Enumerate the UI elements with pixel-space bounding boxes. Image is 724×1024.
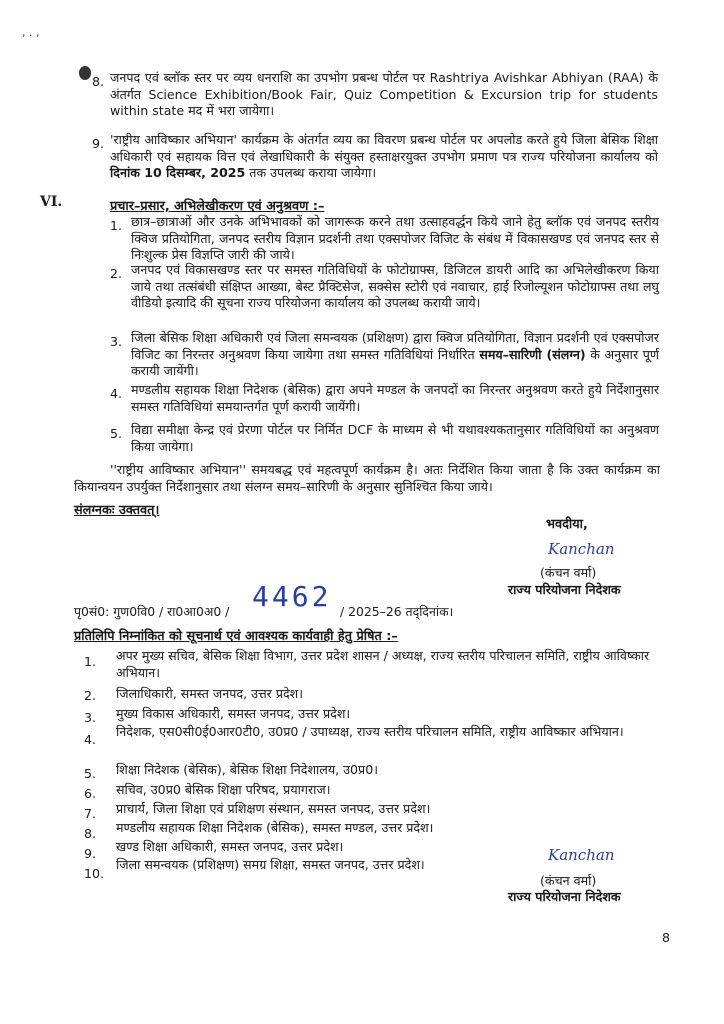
copy-heading: प्रतिलिपि निम्नांकित को सूचनार्थ एवं आवश्यक कार्यवाही हेतु प्रेषित :– bbox=[74, 629, 398, 644]
section-roman-numeral: VI. bbox=[40, 194, 63, 210]
vi-item-text: जनपद एवं विकासखण्ड स्तर पर समस्त गतिविधियों के फोटोग्राफ्स, डिजिटल डायरी आदि का अभिलेखीकरण किया जाये तथा तत्संबंधी संक्षिप्त आख्या, बेस्ट प्रैक्टिसेज, सक्सेस स्टोरी एवं नवाचार, हाई रिजोल्यूशन फोटोग्राफ्स तथा लघु वीडियो इत्यादि की सूचना राज्य परियोजना कार्यालय को उपलब्ध करायी जाये। bbox=[131, 262, 659, 311]
list-item-number: 8. bbox=[84, 826, 97, 841]
list-item-number: 4. bbox=[84, 732, 97, 747]
signature: Kanchan bbox=[548, 540, 615, 558]
hole-punch-mark bbox=[79, 66, 91, 80]
list-item: शिक्षा निदेशक (बेसिक), बेसिक शिक्षा निदेशालय, उ0प्र0। bbox=[116, 762, 379, 777]
list-item: जिला समन्वयक (प्रशिक्षण) समग्र शिक्षा, समस्त जनपद, उत्तर प्रदेश। bbox=[116, 857, 425, 872]
page-number: 8 bbox=[662, 930, 671, 945]
list-item-number: 10. bbox=[84, 866, 105, 881]
list-item: मुख्य विकास अधिकारी, समस्त जनपद, उत्तर प्रदेश। bbox=[116, 706, 351, 721]
item-9-text: 'राष्ट्रीय आविष्कार अभियान' कार्यक्रम के अंतर्गत व्यय का विवरण प्रबन्ध पोर्टल पर अपलोड करते हुये जिला बेसिक शिक्षा अधिकारी एवं सहायक वित्त एवं लेखाधिकारी के संयुक्त हस्ताक्षरयुक्त उपभोग प्रमाण पत्र राज्य परियोजना कार्यालय को दिनांक 10 दिसम्बर, 2025 तक उपलब्ध कराया जायेगा। bbox=[110, 132, 658, 181]
list-item: मण्डलीय सहायक शिक्षा निदेशक (बेसिक), समस्त मण्डल, उत्तर प्रदेश। bbox=[116, 820, 434, 835]
item-8-number: 8. bbox=[92, 74, 105, 89]
deadline-date: दिनांक 10 दिसम्बर, 2025 bbox=[110, 165, 246, 181]
vi-item-number: 1. bbox=[110, 218, 123, 233]
list-item-number: 5. bbox=[84, 766, 97, 781]
list-item-number: 7. bbox=[84, 806, 97, 821]
list-item-number: 9. bbox=[84, 846, 97, 861]
list-item: जिलाधिकारी, समस्त जनपद, उत्तर प्रदेश। bbox=[116, 686, 304, 701]
handwritten-letter-number: 4462 bbox=[252, 580, 332, 613]
signatory-designation: राज्य परियोजना निदेशक bbox=[508, 889, 621, 904]
signature: Kanchan bbox=[548, 846, 615, 864]
vi-item-number: 5. bbox=[110, 426, 123, 441]
vi-item-text: विद्या समीक्षा केन्द्र एवं प्रेरणा पोर्टल पर निर्मित DCF के माध्यम से भी यथावश्यकतानुसार गतिविधियों का अनुश्रवण किया जायेगा। bbox=[131, 422, 659, 454]
list-item-number: 6. bbox=[84, 786, 97, 801]
list-item-number: 1. bbox=[84, 654, 97, 669]
vi-item-number: 3. bbox=[110, 334, 123, 349]
vi-item-text: मण्डलीय सहायक शिक्षा निदेशक (बेसिक) द्वारा अपने मण्डल के जनपदों का निरन्तर अनुश्रवण करते हुये निर्देशानुसार समस्त गतिविधियां समयान्तर्गत पूर्ण करायी जायेंगी। bbox=[131, 382, 659, 414]
reference-suffix: / 2025–26 तद्‌दिनांक। bbox=[340, 604, 454, 619]
signatory-designation: राज्य परियोजना निदेशक bbox=[508, 582, 621, 597]
list-item: निदेशक, एस0सी0ई0आर0टी0, उ0प्र0 / उपाध्यक्ष, राज्य स्तरीय परिचालन समिति, राष्ट्रीय आविष्कार अभियान। bbox=[116, 724, 624, 739]
list-item: सचिव, उ0प्र0 बेसिक शिक्षा परिषद, प्रयागराज। bbox=[116, 782, 331, 797]
list-item: खण्ड शिक्षा अधिकारी, समस्त जनपद, उत्तर प्रदेश। bbox=[116, 839, 344, 854]
vi-item-text: जिला बेसिक शिक्षा अधिकारी एवं जिला समन्वयक (प्रशिक्षण) द्वारा क्विज प्रतियोगिता, विज्ञान प्रदर्शनी एवं एक्सपोजर विजिट का निरन्तर अनुश्रवण किया जायेगा तथा समस्त गतिविधियां निर्धारित समय–सारिणी (संलग्न) के अनुसार पूर्ण करायी जायेंगी। bbox=[131, 330, 659, 379]
item-8-text: जनपद एवं ब्लॉक स्तर पर व्यय धनराशि का उपभोग प्रबन्ध पोर्टल पर Rashtriya Avishkar Abhiyan (RAA) के अंतर्गत Science Exhibition/Book Fair, Quiz Competition & Excursion trip for students within state मद में भरा जायेगा। bbox=[110, 70, 658, 119]
closing-salutation: भवदीया, bbox=[546, 517, 588, 532]
vi-item-number: 4. bbox=[110, 386, 123, 401]
corner-marks: , . , bbox=[22, 26, 40, 39]
enclosure-note: संलग्नकः उक्तवत्। bbox=[74, 503, 160, 518]
vi-item-number: 2. bbox=[110, 266, 123, 281]
vi-item-text: छात्र–छात्राओं और उनके अभिभावकों को जागरूक करने तथा उत्साहवर्द्धन किये जाने हेतु ब्लॉक एवं जनपद स्तरीय क्विज प्रतियोगिता, जनपद स्तरीय विज्ञान प्रदर्शनी तथा एक्सपोजर विजिट के संबंध में विकासखण्ड एवं जनपद स्तर से निःशुल्क प्रेस विज्ञप्ति जारी की जाये। bbox=[131, 214, 659, 263]
signatory-name: (कंचन वर्मा) bbox=[540, 565, 597, 580]
list-item: प्राचार्य, जिला शिक्षा एवं प्रशिक्षण संस्थान, समस्त जनपद, उत्तर प्रदेश। bbox=[116, 801, 431, 816]
signatory-name: (कंचन वर्मा) bbox=[540, 873, 597, 888]
reference-prefix: पृ0सं0: गुण0वि0 / रा0आ0अ0 / bbox=[74, 604, 230, 619]
item-9-number: 9. bbox=[92, 136, 105, 151]
list-item: अपर मुख्य सचिव, बेसिक शिक्षा विभाग, उत्तर प्रदेश शासन / अध्यक्ष, राज्य स्तरीय परिचालन समिति, राष्ट्रीय आविष्कार अभियान। bbox=[116, 648, 650, 680]
list-item-number: 3. bbox=[84, 710, 97, 725]
section-heading: प्रचार–प्रसार, अभिलेखीकरण एवं अनुश्रवण :– bbox=[110, 199, 325, 214]
list-item-number: 2. bbox=[84, 688, 97, 703]
schedule-reference: समय–सारिणी (संलग्न) bbox=[479, 346, 586, 362]
closing-paragraph: ''राष्ट्रीय आविष्कार अभियान'' समयबद्ध एवं महत्वपूर्ण कार्यक्रम है। अतः निर्देशित किया जाता है कि उक्त कार्यक्रम का कियान्वयन उपर्युक्त निर्देशानुसार तथा संलग्न समय–सारिणी के अनुसार सुनिश्चित किया जाये। bbox=[74, 462, 660, 494]
